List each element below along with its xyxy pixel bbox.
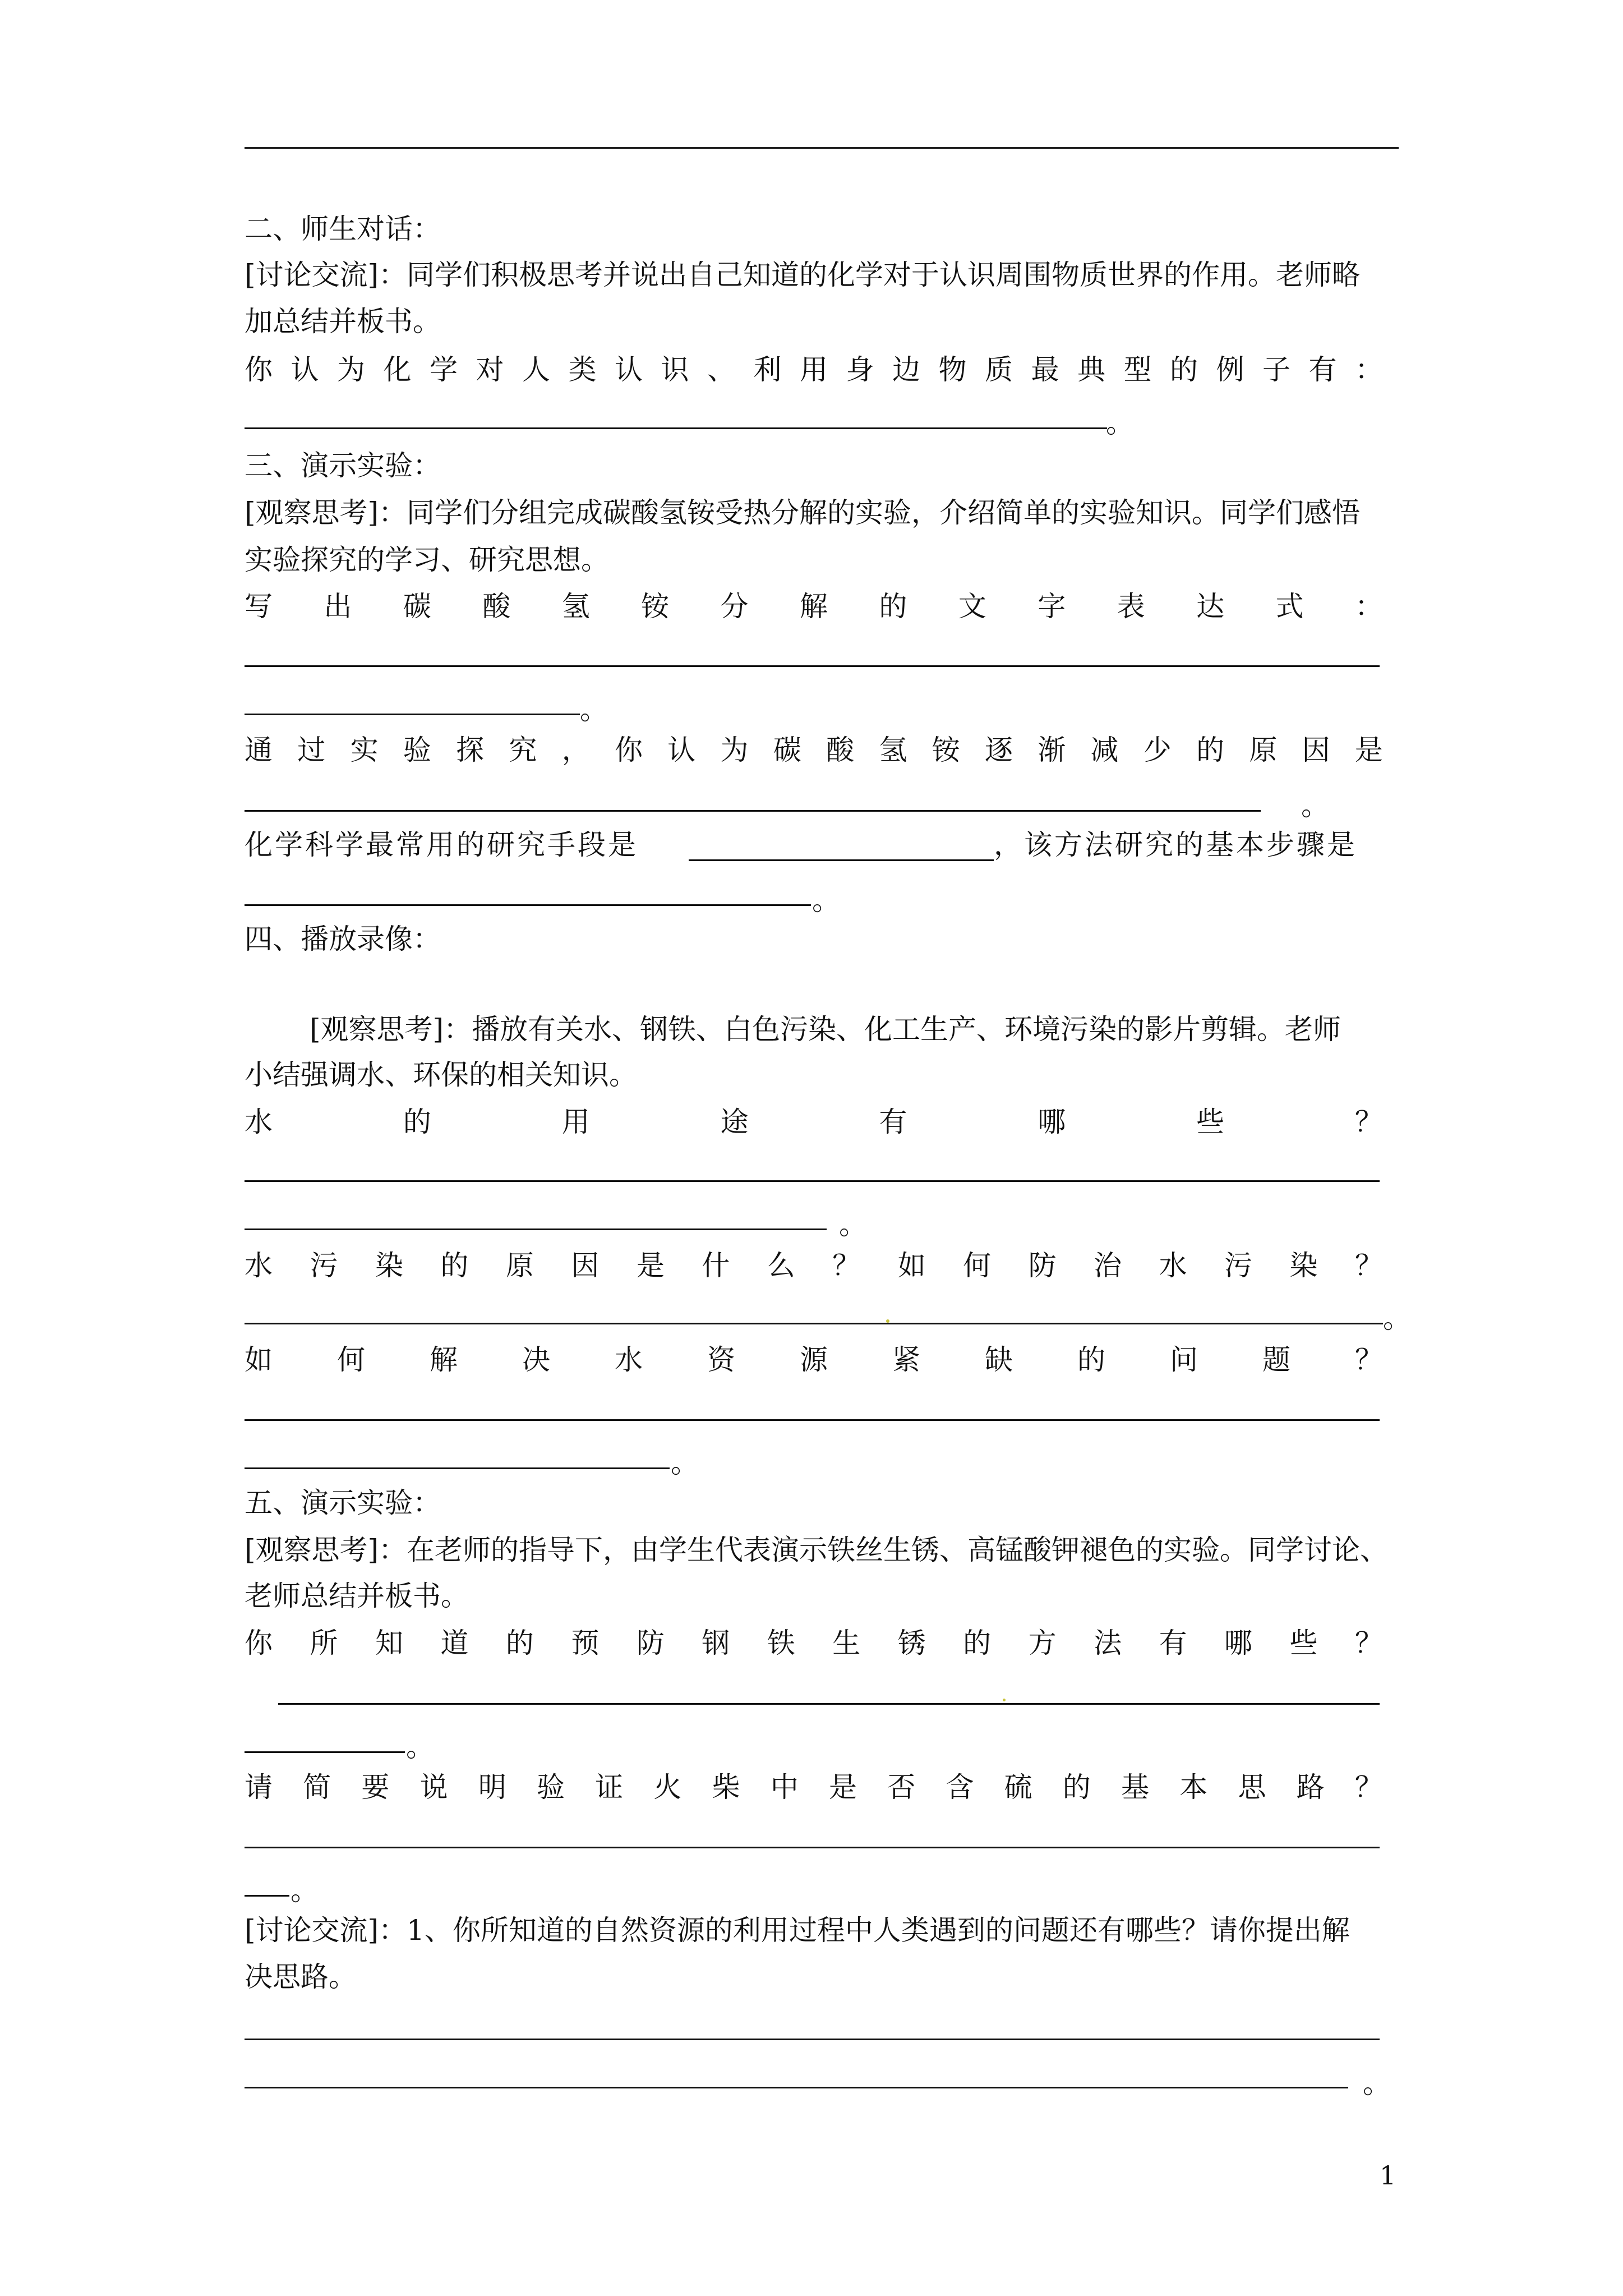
question-char: 有 — [879, 1106, 907, 1138]
question-char: 缺 — [985, 1343, 1013, 1376]
discussion-line-2: 决思路。 — [245, 1961, 357, 1993]
answer-blank[interactable] — [245, 1751, 405, 1753]
period-mark: 。 — [291, 1874, 319, 1907]
question-char: 基 — [1121, 1771, 1150, 1803]
answer-blank[interactable] — [245, 1467, 670, 1469]
question-char: 你 — [614, 734, 643, 766]
period-mark: 。 — [839, 1208, 867, 1241]
question-rust-prevention — [245, 1626, 1383, 1660]
question-char: 你 — [245, 1627, 273, 1659]
question-sulfur-in-match — [245, 1770, 1383, 1804]
question-char: 铁 — [767, 1627, 795, 1659]
question-char: 类 — [568, 353, 597, 386]
question-water-uses — [245, 1105, 1383, 1139]
question-char: 少 — [1143, 734, 1172, 766]
answer-blank[interactable] — [245, 1895, 289, 1897]
question-char: 的 — [1170, 353, 1198, 386]
question-char: 探 — [456, 734, 485, 766]
question-char: 写 — [245, 590, 273, 623]
question-char: 请 — [245, 1771, 273, 1803]
question-char: 究 — [509, 734, 537, 766]
question-char: 明 — [478, 1771, 506, 1803]
question-char: 简 — [303, 1771, 331, 1803]
question-char: 你 — [245, 353, 273, 386]
question-char: 染 — [375, 1249, 403, 1282]
question-char: 哪 — [1224, 1627, 1253, 1659]
question-char: 验 — [537, 1771, 565, 1803]
question-char: 认 — [291, 353, 319, 386]
question-char: 人 — [522, 353, 550, 386]
question-char: ？ — [832, 1249, 861, 1282]
question-water-shortage — [245, 1343, 1383, 1377]
question-char: 原 — [505, 1249, 534, 1282]
question-char: 渐 — [1038, 734, 1066, 766]
question-char: 学 — [430, 353, 458, 386]
question-char: 水 — [245, 1249, 273, 1282]
answer-blank[interactable] — [245, 904, 811, 906]
question-char: 因 — [571, 1249, 600, 1282]
question-char: 、 — [707, 353, 735, 386]
question-char: 紧 — [892, 1343, 920, 1376]
question-char: 酸 — [482, 590, 511, 623]
answer-blank[interactable] — [245, 1419, 1380, 1421]
question-char: 质 — [985, 353, 1013, 386]
question-char: 识 — [661, 353, 689, 386]
answer-blank[interactable] — [245, 427, 1107, 429]
period-mark: 。 — [1301, 789, 1329, 822]
question-chem-examples — [245, 353, 1383, 386]
question-char: 碳 — [773, 734, 801, 766]
question-char: 氢 — [561, 590, 590, 623]
question-decrease-reason — [245, 733, 1383, 767]
period-mark: 。 — [1106, 407, 1134, 439]
section-2-paragraph-line-2: 加总结并板书。 — [245, 305, 441, 338]
question-char: 柴 — [712, 1771, 740, 1803]
question-char: 分 — [720, 590, 749, 623]
question-char: 达 — [1196, 590, 1225, 623]
question-char: 的 — [505, 1627, 534, 1659]
question-char: 途 — [720, 1106, 749, 1138]
question-char: 对 — [476, 353, 504, 386]
question-char: 有 — [1159, 1627, 1187, 1659]
question-char: 解 — [430, 1343, 458, 1376]
question-char: 锈 — [897, 1627, 926, 1659]
question-char: 化 — [383, 353, 412, 386]
stray-speck — [886, 1319, 889, 1323]
question-char: 逐 — [984, 734, 1013, 766]
question-water-pollution — [245, 1249, 1383, 1282]
question-char: 生 — [832, 1627, 861, 1659]
question-char: ： — [1354, 590, 1383, 623]
answer-blank[interactable] — [278, 1703, 1380, 1705]
page-number: 1 — [1380, 2160, 1396, 2191]
period-mark: 。 — [1383, 1302, 1411, 1335]
question-char: 式 — [1275, 590, 1304, 623]
question-char: 典 — [1077, 353, 1105, 386]
question-char: 问 — [1170, 1343, 1198, 1376]
question-char: 水 — [1159, 1249, 1187, 1282]
question-char: 物 — [938, 353, 967, 386]
question-char: 边 — [892, 353, 920, 386]
question-char: 的 — [1077, 1343, 1105, 1376]
header-rule — [245, 147, 1399, 149]
section-5-paragraph-line-1: [观察思考]：在老师的指导下，由学生代表演示铁丝生锈、高锰酸钾褪色的实验。同学讨论、 — [245, 1534, 1389, 1566]
question-char: 资 — [707, 1343, 735, 1376]
question-char: 预 — [571, 1627, 600, 1659]
question-char: ？ — [1355, 1343, 1383, 1376]
question-char: 利 — [753, 353, 782, 386]
question-char: 道 — [440, 1627, 469, 1659]
question-research-method-part-2: ，该方法研究的基本步骤是 — [994, 829, 1357, 861]
period-mark: 。 — [1363, 2067, 1391, 2100]
question-char: 否 — [887, 1771, 916, 1803]
question-char: 的 — [440, 1249, 469, 1282]
stray-speck — [1003, 1699, 1006, 1701]
question-char: 验 — [403, 734, 431, 766]
section-4-heading: 四、播放录像： — [245, 923, 441, 955]
question-char: 认 — [615, 353, 643, 386]
question-char: 要 — [361, 1771, 390, 1803]
answer-blank[interactable] — [245, 1228, 827, 1230]
question-char: 是 — [829, 1771, 857, 1803]
answer-blank[interactable] — [245, 1847, 1380, 1848]
period-mark: 。 — [406, 1731, 434, 1763]
question-char: 出 — [324, 590, 352, 623]
question-char: 身 — [846, 353, 874, 386]
answer-blank[interactable] — [245, 1180, 1380, 1182]
question-char: 铵 — [932, 734, 960, 766]
question-char: 证 — [595, 1771, 624, 1803]
question-char: 水 — [245, 1106, 273, 1138]
question-char: 路 — [1296, 1771, 1325, 1803]
question-char: 什 — [702, 1249, 730, 1282]
question-char: 方 — [1028, 1627, 1057, 1659]
section-2-paragraph-line-1: [讨论交流]：同学们积极思考并说出自己知道的化学对于认识周围物质世界的作用。老师略 — [245, 259, 1361, 291]
section-5-paragraph-line-2: 老师总结并板书。 — [245, 1580, 469, 1612]
question-char: 污 — [310, 1249, 338, 1282]
discussion-line-1: [讨论交流]：1、你所知道的自然资源的利用过程中人类遇到的问题还有哪些？请你提出解 — [245, 1914, 1350, 1947]
section-4-paragraph-line-2: 小结强调水、环保的相关知识。 — [245, 1059, 637, 1091]
section-4-paragraph-line-1: [观察思考]：播放有关水、钢铁、白色污染、化工生产、环境污染的影片剪辑。老师 — [310, 1013, 1341, 1046]
question-char: 实 — [350, 734, 379, 766]
question-char: 水 — [615, 1343, 643, 1376]
question-word-equation — [245, 590, 1383, 623]
question-char: 减 — [1090, 734, 1119, 766]
question-char: 认 — [667, 734, 696, 766]
question-char: 污 — [1224, 1249, 1253, 1282]
question-char: 思 — [1238, 1771, 1266, 1803]
answer-blank[interactable] — [245, 714, 580, 715]
question-char: 原 — [1249, 734, 1278, 766]
answer-blank[interactable] — [689, 859, 994, 861]
question-char: 决 — [522, 1343, 550, 1376]
answer-blank[interactable] — [245, 665, 1380, 667]
question-char: 知 — [375, 1627, 403, 1659]
question-char: 染 — [1289, 1249, 1318, 1282]
answer-blank[interactable] — [245, 1323, 1383, 1324]
question-char: 是 — [636, 1249, 665, 1282]
question-char: 钢 — [702, 1627, 730, 1659]
question-research-method-part-1: 化学科学最常用的研究手段是 — [245, 829, 638, 861]
question-char: 些 — [1289, 1627, 1318, 1659]
question-char: 题 — [1262, 1343, 1290, 1376]
question-char: 的 — [403, 1106, 431, 1138]
section-3-heading: 三、演示实验： — [245, 449, 441, 482]
question-char: ？ — [1354, 1249, 1383, 1282]
question-char: 字 — [1038, 590, 1066, 623]
question-char: 所 — [310, 1627, 338, 1659]
question-char: 用 — [800, 353, 828, 386]
period-mark: 。 — [671, 1447, 699, 1479]
question-char: 的 — [963, 1627, 992, 1659]
question-char: 防 — [636, 1627, 665, 1659]
section-3-paragraph-line-1: [观察思考]：同学们分组完成碳酸氢铵受热分解的实验，介绍简单的实验知识。同学们感悟 — [245, 496, 1361, 529]
question-char: ？ — [1354, 1771, 1383, 1803]
section-3-paragraph-line-2: 实验探究的学习、研究思想。 — [245, 544, 609, 576]
period-mark: 。 — [812, 884, 840, 917]
question-char: 表 — [1117, 590, 1145, 623]
question-char: 的 — [879, 590, 907, 623]
question-char: 的 — [1196, 734, 1225, 766]
question-char: 例 — [1216, 353, 1244, 386]
question-char: ： — [1355, 353, 1383, 386]
question-char: 型 — [1123, 353, 1152, 386]
question-char: ？ — [1354, 1106, 1383, 1138]
question-char: 源 — [800, 1343, 828, 1376]
question-char: 有 — [1308, 353, 1337, 386]
question-char: 么 — [767, 1249, 795, 1282]
question-char: 解 — [799, 590, 828, 623]
question-char: 火 — [653, 1771, 682, 1803]
question-char: 本 — [1179, 1771, 1208, 1803]
question-char: 何 — [337, 1343, 365, 1376]
question-char: 是 — [1354, 734, 1383, 766]
section-5-heading: 五、演示实验： — [245, 1487, 441, 1519]
question-char: 含 — [946, 1771, 974, 1803]
question-char: 氢 — [879, 734, 907, 766]
question-char: 些 — [1196, 1106, 1225, 1138]
question-char: 中 — [770, 1771, 799, 1803]
question-char: 因 — [1302, 734, 1330, 766]
answer-blank[interactable] — [245, 2087, 1348, 2088]
question-char: 酸 — [826, 734, 855, 766]
answer-blank[interactable] — [245, 2039, 1380, 2040]
question-char: ， — [561, 734, 590, 766]
question-char: 通 — [245, 734, 273, 766]
question-char: 治 — [1094, 1249, 1122, 1282]
question-char: 说 — [419, 1771, 448, 1803]
question-char: 碳 — [403, 590, 431, 623]
answer-blank[interactable] — [245, 810, 1261, 812]
question-char: 文 — [958, 590, 986, 623]
question-char: 子 — [1262, 353, 1290, 386]
question-char: 为 — [337, 353, 365, 386]
question-char: 为 — [720, 734, 749, 766]
question-char: 的 — [1062, 1771, 1091, 1803]
question-char: 何 — [963, 1249, 992, 1282]
question-char: 最 — [1031, 353, 1059, 386]
question-char: 硫 — [1004, 1771, 1032, 1803]
question-char: 用 — [561, 1106, 590, 1138]
question-char: 法 — [1094, 1627, 1122, 1659]
period-mark: 。 — [580, 693, 608, 726]
question-char: 防 — [1028, 1249, 1057, 1282]
section-2-heading: 二、师生对话： — [245, 213, 441, 245]
question-char: 如 — [245, 1343, 273, 1376]
question-char: 过 — [297, 734, 326, 766]
question-char: ？ — [1354, 1627, 1383, 1659]
question-char: 如 — [897, 1249, 926, 1282]
question-char: 哪 — [1038, 1106, 1066, 1138]
question-char: 铵 — [641, 590, 670, 623]
